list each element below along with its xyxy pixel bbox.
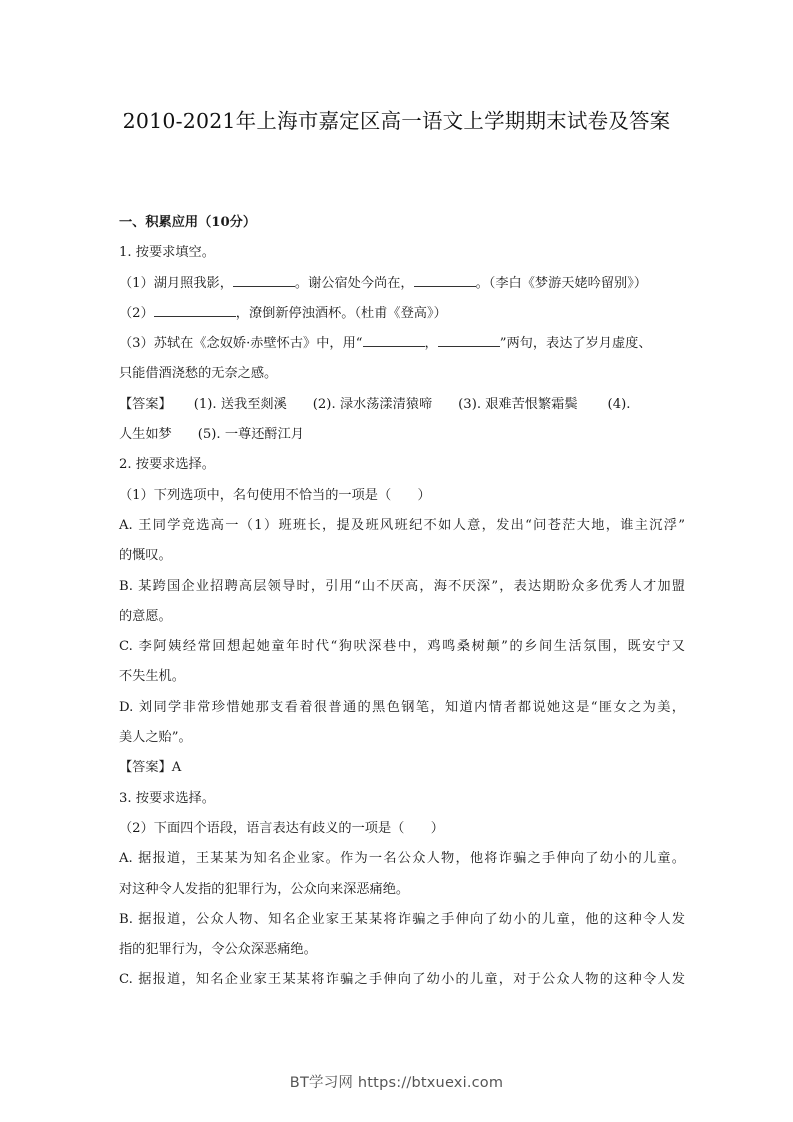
section-heading: 一、积累应用（10分） <box>119 215 257 230</box>
question-2-option-c: C. 李阿姨经常回想起她童年时代“狗吠深巷中，鸡鸣桑树颠”的乡间生活氛围，既安宁又 <box>119 639 685 655</box>
footer-watermark: BT学习网 https://btxuexi.com <box>289 1075 504 1091</box>
item-text: （2） <box>119 305 154 321</box>
item-text: ”两句，表达了岁月虚度、 <box>499 336 652 352</box>
question-3-option-b: B. 据报道，公众人物、知名企业家王某某将诈骗之手伸向了幼小的儿童，他的这种令人发 <box>119 911 685 927</box>
item-text: 。（李白《梦游天姥吟留别》） <box>475 275 648 291</box>
answer-blank <box>414 274 476 287</box>
question-3-option-a-continued: 对这种令人发指的犯罪行为，公众向来深恶痛绝。 <box>119 881 410 897</box>
question-2-option-b-continued: 的意愿。 <box>119 608 172 624</box>
question-1-item-2 <box>119 299 685 329</box>
question-2-answer: 【答案】A <box>119 760 182 776</box>
page-title: 2010-2021年上海市嘉定区高一语文上学期期末试卷及答案 <box>122 109 671 133</box>
exam-content <box>119 208 685 996</box>
item-text: ，潦倒新停浊酒杯。（杜甫《登高》） <box>235 305 447 321</box>
question-3-prompt: 3. 按要求选择。 <box>119 790 215 806</box>
question-3-option-a: A. 据报道，王某某为知名企业家。作为一名公众人物，他将诈骗之手伸向了幼小的儿童。 <box>119 851 685 867</box>
question-1-prompt: 1. 按要求填空。 <box>119 245 215 261</box>
question-1-item-3-continued: 只能借酒浇愁的无奈之感。 <box>119 366 278 382</box>
question-1-answer-continued <box>119 420 685 450</box>
answer-part: (4). <box>607 396 631 412</box>
question-3-option-b-continued: 指的犯罪行为，令公众深恶痛绝。 <box>119 942 317 958</box>
answer-part: (3). 艰难苦恨繁霜鬓 <box>458 396 578 412</box>
question-3-sub: （2）下面四个语段，语言表达有歧义的一项是（ ） <box>119 820 444 836</box>
answer-blank <box>363 334 425 347</box>
question-2-option-c-continued: 不失生机。 <box>119 669 185 685</box>
question-3-option-c: C. 据报道，知名企业家王某某将诈骗之手伸向了幼小的儿童，对于公众人物的这种令人发 <box>119 972 685 988</box>
question-2-option-d: D. 刘同学非常珍惜她那支看着很普通的黑色钢笔，知道内情者都说她这是“匪女之为美， <box>119 699 685 715</box>
answer-blank <box>154 304 236 317</box>
answer-part: 人生如梦 <box>119 427 172 443</box>
question-2-prompt: 2. 按要求选择。 <box>119 457 215 473</box>
question-2-option-a-continued: 的慨叹。 <box>119 548 172 564</box>
question-2-option-a: A. 王同学竞选高一（1）班班长，提及班风班纪不如人意，发出“问苍茫大地，谁主沉浮” <box>119 517 685 533</box>
question-2-option-d-continued: 美人之贻”。 <box>119 730 192 746</box>
answer-part: (1). 送我至剡溪 <box>193 396 287 412</box>
answer-part: (2). 渌水荡漾清猿啼 <box>312 396 433 412</box>
answer-label: 【答案】 <box>119 396 172 412</box>
answer-blank <box>438 334 500 347</box>
question-1-item-1 <box>119 269 685 299</box>
item-text: 。谢公宿处今尚在， <box>294 275 414 291</box>
answer-part: (5). 一尊还酹江月 <box>197 427 304 443</box>
question-2-option-b: B. 某跨国企业招聘高层领导时，引用“山不厌高，海不厌深”，表达期盼众多优秀人才加盟 <box>119 578 685 594</box>
item-text: （1）湖月照我影， <box>119 275 233 291</box>
item-text: （3）苏轼在《念奴娇·赤壁怀古》中，用“ <box>119 336 363 352</box>
answer-blank <box>233 274 295 287</box>
question-1-answer <box>119 390 685 420</box>
question-1-item-3 <box>119 329 685 359</box>
item-text: ， <box>424 336 438 352</box>
question-2-sub: （1）下列选项中，名句使用不恰当的一项是（ ） <box>119 487 431 503</box>
